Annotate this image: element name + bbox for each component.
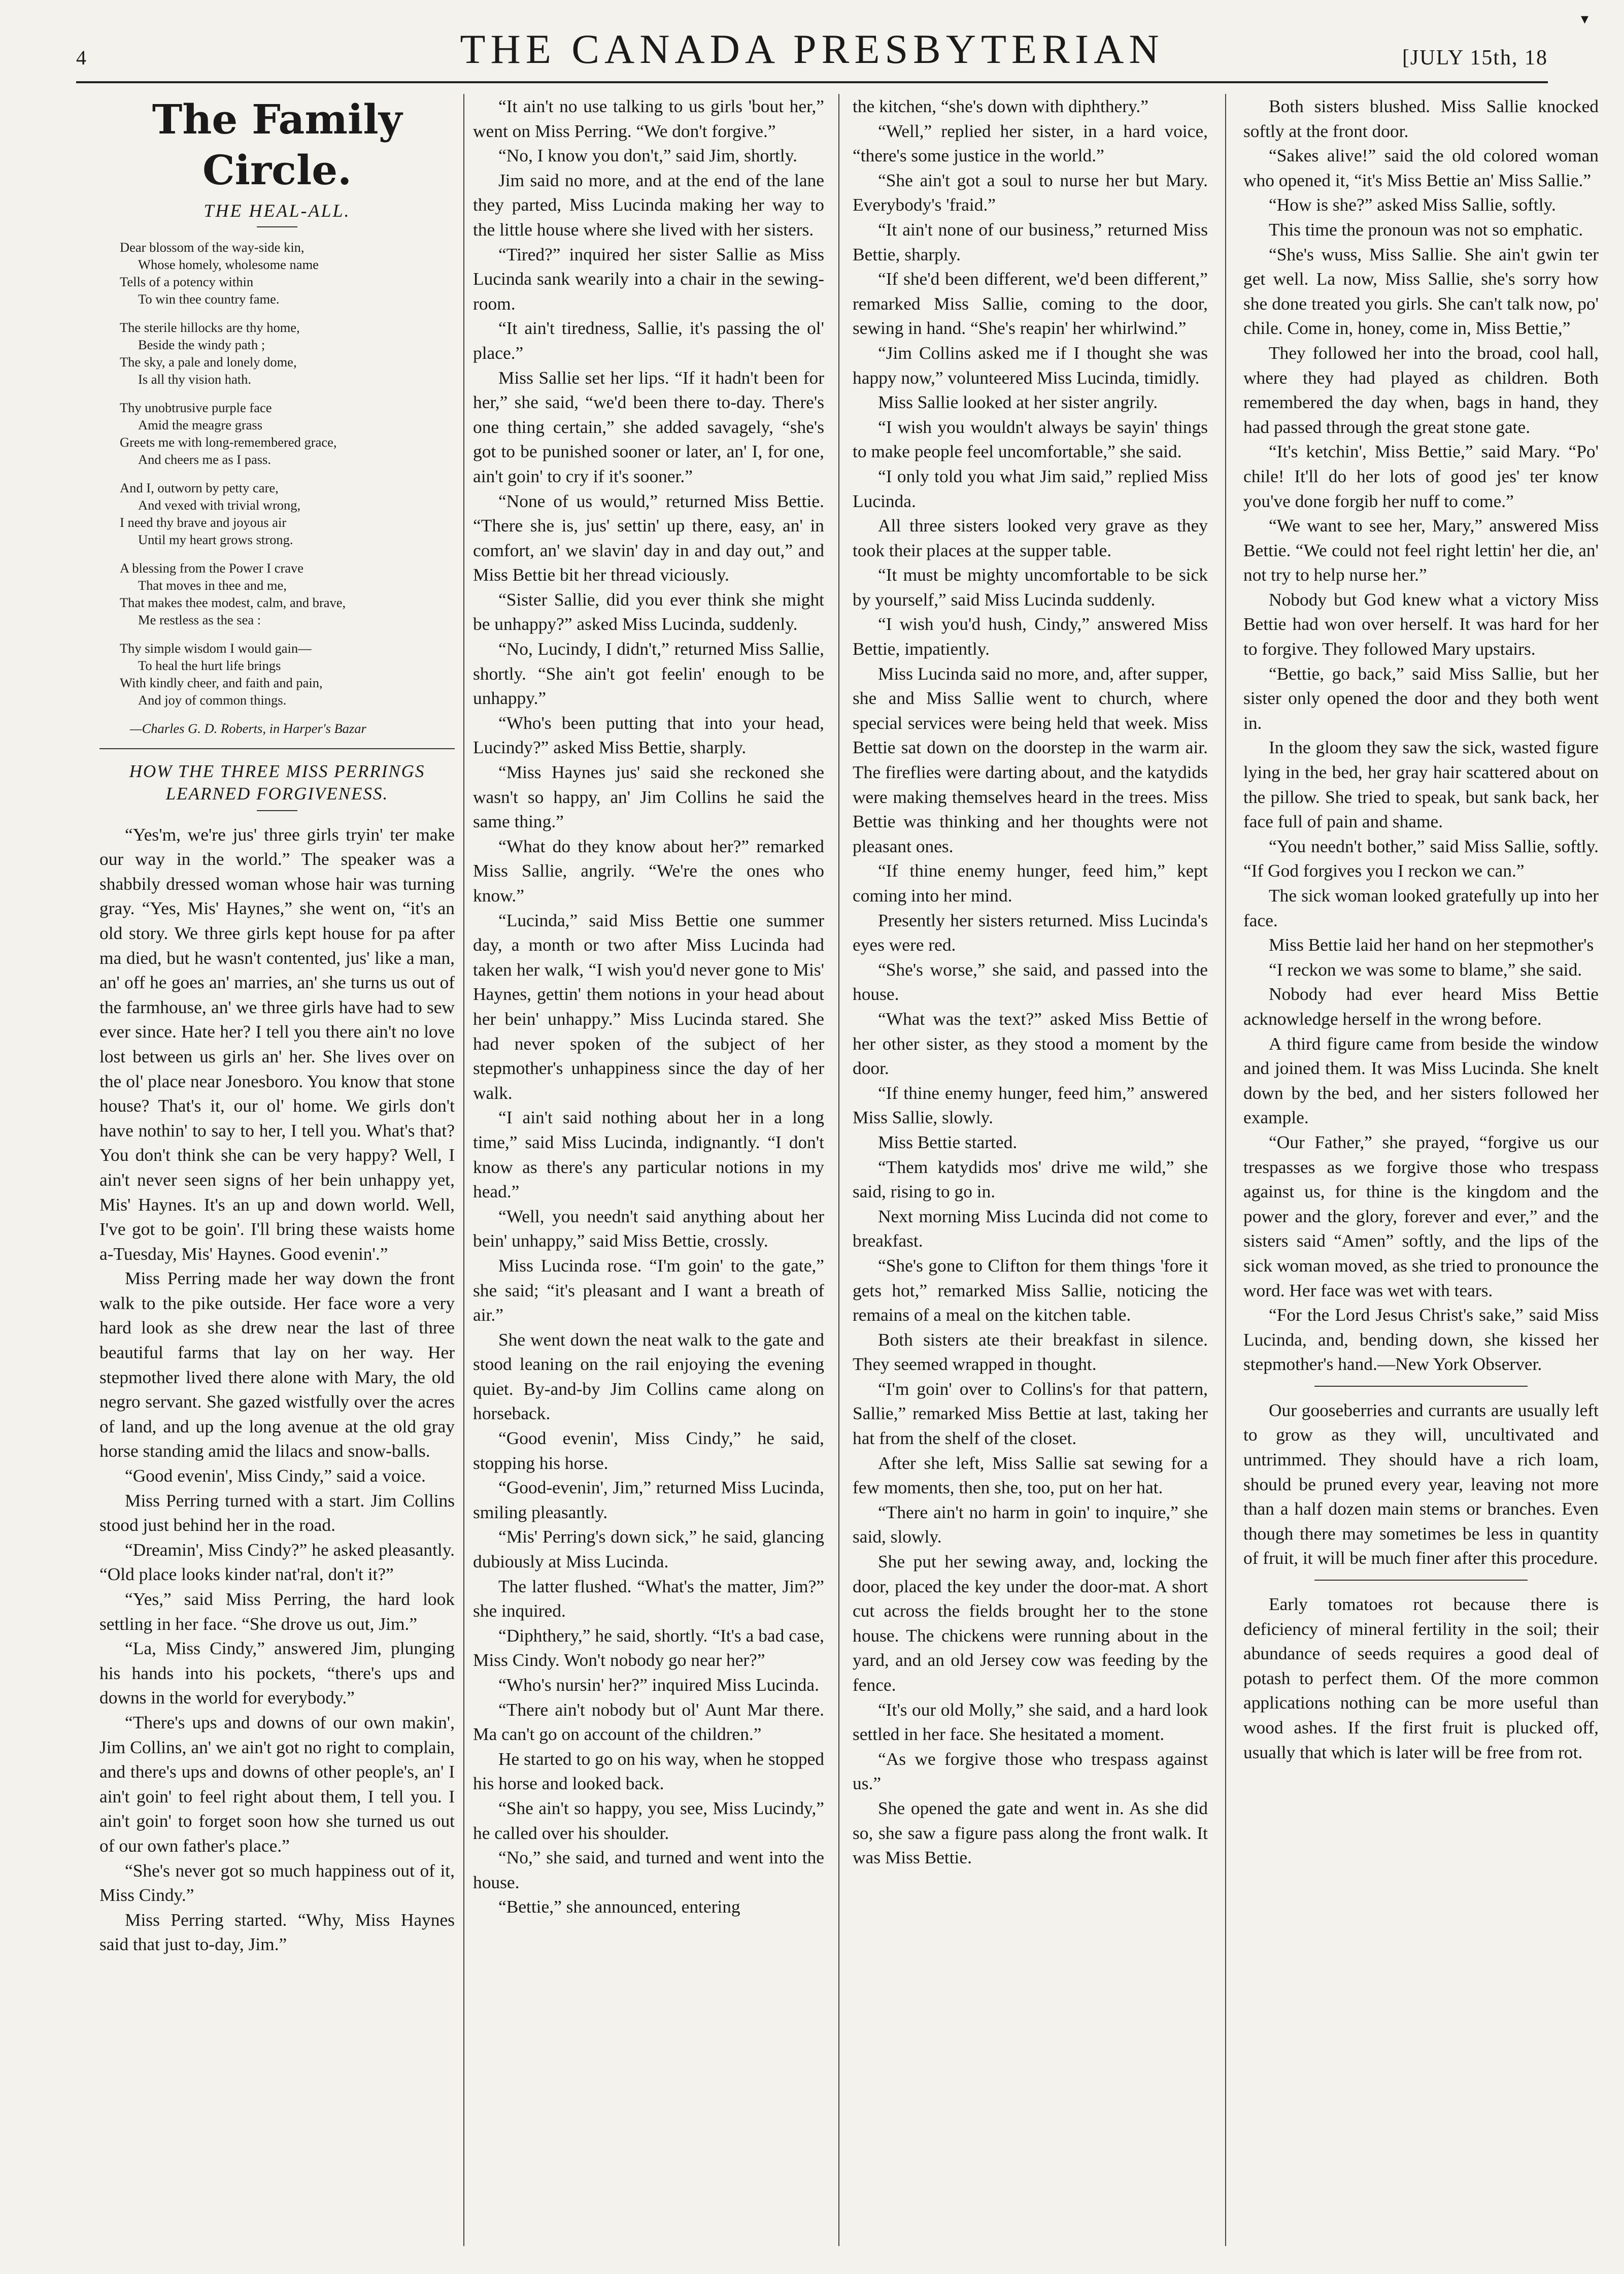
poem-line: Me restless as the sea : — [138, 612, 261, 627]
paragraph: “She's wuss, Miss Sallie. She ain't gwin ter get well. La now, Miss Sallie, she's sorry how she done treated you girls. She can't talk now, po' chile. Come in, honey, come in, Miss Bettie,” — [1243, 244, 1599, 339]
paragraph: Miss Sallie looked at her sister angrily. — [878, 392, 1158, 413]
poem-stanza — [120, 319, 455, 388]
paragraph: “If she'd been different, we'd been different,” remarked Miss Sallie, coming to the door, sewing in hand. “She's reapin' her whirlwind.” — [853, 269, 1208, 339]
divider — [1314, 1580, 1528, 1581]
poem-line: And vexed with trivial wrong, — [138, 497, 301, 513]
page-number: 4 — [76, 46, 86, 69]
paragraph: “What do they know about her?” remarked Miss Sallie, angrily. “We're the ones who know.” — [473, 835, 824, 906]
paragraph: “Well,” replied her sister, in a hard voice, “there's some justice in the world.” — [853, 120, 1208, 166]
paragraph: the kitchen, “she's down with diphthery.” — [853, 96, 1148, 116]
story-text — [99, 822, 455, 1957]
paragraph: “Well, you needn't said anything about her bein' unhappy,” said Miss Bettie, crossly. — [473, 1206, 824, 1251]
paragraph: In the gloom they saw the sick, wasted figure lying in the bed, her gray hair scattered about on the pillow. She tried to speak, but sank back, her face full of pain and shame. — [1243, 737, 1599, 832]
paragraph: Presently her sisters returned. Miss Lucinda's eyes were red. — [853, 910, 1208, 955]
paragraph: The latter flushed. “What's the matter, Jim?” she inquired. — [473, 1576, 824, 1621]
paragraph: “No, I know you don't,” said Jim, shortly. — [498, 145, 797, 166]
paragraph: Miss Sallie set her lips. “If it hadn't been for her,” she said, “we'd been there to-day. There's one thing certain,” she added savagely, “she's got to be punished sooner or later, an' I, for one, ain't goin' to cry if it's sooner.” — [473, 367, 824, 486]
paragraph: “It's our old Molly,” she said, and a hard look settled in her face. She hesitated a moment. — [853, 1699, 1208, 1745]
paragraph: “Them katydids mos' drive me wild,” she said, rising to go in. — [853, 1156, 1208, 1202]
poem-stanza — [120, 559, 455, 628]
paragraph: “What was the text?” asked Miss Bettie of her other sister, as they stood a moment by the door. — [853, 1008, 1208, 1079]
story-text — [473, 94, 824, 1919]
paragraph: Miss Bettie started. — [878, 1131, 1018, 1152]
column-2 — [473, 94, 824, 2246]
paragraph: This time the pronoun was not so emphatic. — [1269, 219, 1583, 240]
paragraph: “Jim Collins asked me if I thought she was happy now,” volunteered Miss Lucinda, timidly. — [853, 342, 1208, 388]
newspaper-title: THE CANADA PRESBYTERIAN — [460, 26, 1164, 72]
paragraph: “If thine enemy hunger, feed him,” answered Miss Sallie, slowly. — [853, 1082, 1208, 1128]
column-3 — [853, 94, 1208, 2246]
paragraph: “I wish you'd hush, Cindy,” answered Miss Bettie, impatiently. — [853, 614, 1208, 659]
paragraph: “She's gone to Clifton for them things 'fore it gets hot,” remarked Miss Sallie, noticing the remains of a meal on the kitchen table. — [853, 1255, 1208, 1325]
paragraph: “La, Miss Cindy,” answered Jim, plunging his hands into his pockets, “there's ups and downs in the world for everybody.” — [99, 1638, 455, 1708]
paragraph: “There's ups and downs of our own makin', Jim Collins, an' we ain't got no right to complain, and there's ups and downs of other people's, an' I ain't goin' to feel right about them, I tell you. I ain't goin' to forget soon how she turned us out of our own father's place.” — [99, 1712, 455, 1856]
poem-line: Thy simple wisdom I would gain— — [120, 640, 312, 656]
paragraph: Miss Perring made her way down the front walk to the pike outside. Her face wore a very hard look as she drew near the last of three beautiful farms that lay on her way. Her stepmother lived there alone with Mary, the old negro servant. She gazed wistfully over the acres of land, and up the long avenue at the old gray horse standing amid the lilacs and snow-balls. — [99, 1268, 455, 1461]
paragraph: Nobody had ever heard Miss Bettie acknowledge herself in the wrong before. — [1243, 984, 1599, 1029]
divider — [1314, 1386, 1528, 1387]
paragraph: “We want to see her, Mary,” answered Miss Bettie. “We could not feel right lettin' her die, an' not try to help nurse her.” — [1243, 515, 1599, 585]
paragraph: Both sisters blushed. Miss Sallie knocked softly at the front door. — [1243, 96, 1599, 141]
poem-line: Amid the meagre grass — [138, 417, 263, 432]
paragraph: “Our Father,” she prayed, “forgive us our trespasses as we forgive those who trespass against us, for thine is the kingdom and the power and the glory, forever and ever,” and the sisters said “Amen” softly, and the lips of the sick woman moved, as she tried to pronounce the word. Her face was wet with tears. — [1243, 1131, 1599, 1300]
poem-line: And I, outworn by petty care, — [120, 480, 279, 495]
paragraph: “No, Lucindy, I didn't,” returned Miss Sallie, shortly. “She ain't got feelin' enough to be unhappy.” — [473, 639, 824, 709]
paragraph: “You needn't bother,” said Miss Sallie, softly. “If God forgives you I reckon we can.” — [1243, 835, 1599, 881]
paragraph: “If thine enemy hunger, feed him,” kept coming into her mind. — [853, 860, 1208, 906]
story-title-line: LEARNED FORGIVENESS. — [165, 783, 389, 804]
poem-line: Dear blossom of the way-side kin, — [120, 239, 304, 255]
poem-line: I need thy brave and joyous air — [120, 514, 287, 530]
paragraph: They followed her into the broad, cool hall, where they had played as children. Both remembered the day when, bags in hand, they had passed through the great stone gate. — [1243, 342, 1599, 437]
paragraph: “Sakes alive!” said the old colored woman who opened it, “it's Miss Bettie an' Miss Sallie.” — [1243, 145, 1599, 190]
paragraph: “Who's nursin' her?” inquired Miss Lucinda. — [498, 1675, 819, 1695]
poem-line: The sterile hillocks are thy home, — [120, 319, 300, 335]
paragraph: “I ain't said nothing about her in a long time,” said Miss Lucinda, indignantly. “I don't know as there's any particular notions in my head.” — [473, 1107, 824, 1202]
poem-line: The sky, a pale and lonely dome, — [120, 354, 297, 370]
paragraph: “Mis' Perring's down sick,” he said, glancing dubiously at Miss Lucinda. — [473, 1526, 824, 1572]
paragraph: “There ain't nobody but ol' Aunt Mar there. Ma can't go on account of the children.” — [473, 1699, 824, 1745]
paragraph: “Yes,” said Miss Perring, the hard look settling in her face. “She drove us out, Jim.” — [99, 1589, 455, 1634]
paragraph: “I reckon we was some to blame,” she said. — [1269, 959, 1582, 980]
paragraph: “I only told you what Jim said,” replied Miss Lucinda. — [853, 465, 1208, 511]
paragraph: “She ain't so happy, you see, Miss Lucindy,” he called over his shoulder. — [473, 1797, 824, 1843]
paragraph: Jim said no more, and at the end of the lane they parted, Miss Lucinda making her way to the little house where she lived with her sisters. — [473, 170, 824, 240]
paragraph: “None of us would,” returned Miss Bettie. “There she is, jus' settin' up there, easy, an' in comfort, an' we slavin' day in and day out,” and Miss Bettie bit her thread viciously. — [473, 490, 824, 585]
paragraph: “It ain't tiredness, Sallie, it's passing the ol' place.” — [473, 318, 824, 363]
paragraph: “Sister Sallie, did you ever think she might be unhappy?” asked Miss Lucinda, suddenly. — [473, 589, 824, 634]
poem-line: Beside the windy path ; — [138, 337, 265, 352]
gardening-note: Early tomatoes rot because there is deficiency of mineral fertility in the soil; their abundance of seeds requires a good deal of potash to perfect them. Of the more common applications nothing can be more useful than wood ashes. If the first fruit is plucked off, usually that which is later will be free from rot. — [1243, 1594, 1599, 1762]
poem-title: THE HEAL-ALL. — [204, 200, 351, 221]
poem-line: With kindly cheer, and faith and pain, — [120, 675, 323, 690]
column-1 — [99, 94, 455, 2246]
story-text — [1243, 94, 1599, 1377]
column-rule — [1225, 94, 1226, 2246]
column-rule — [463, 94, 464, 2246]
paragraph: “It ain't none of our business,” returned Miss Bettie, sharply. — [853, 219, 1208, 264]
poem-line: To heal the hurt life brings — [138, 657, 281, 673]
poem-stanza — [120, 640, 455, 709]
paragraph: All three sisters looked very grave as they took their places at the supper table. — [853, 515, 1208, 560]
paragraph: “It must be mighty uncomfortable to be sick by yourself,” said Miss Lucinda suddenly. — [853, 564, 1208, 610]
story-text — [853, 94, 1208, 1870]
paragraph: “Tired?” inquired her sister Sallie as Miss Lucinda sank wearily into a chair in the sewing-room. — [473, 244, 824, 314]
poem-line: And cheers me as I pass. — [138, 451, 271, 467]
poem-line: Until my heart grows strong. — [138, 531, 293, 547]
paragraph: He started to go on his way, when he stopped his horse and looked back. — [473, 1748, 824, 1794]
paragraph: The sick woman looked gratefully up into her face. — [1243, 885, 1599, 930]
poem-attribution: —Charles G. D. Roberts, in Harper's Bazar — [130, 720, 366, 736]
issue-date: [JULY 15th, 18 — [1402, 46, 1548, 70]
poem-line: Is all thy vision hath. — [138, 371, 252, 387]
paragraph: Next morning Miss Lucinda did not come to breakfast. — [853, 1206, 1208, 1251]
paragraph: “Good-evenin', Jim,” returned Miss Lucinda, smiling pleasantly. — [473, 1477, 824, 1522]
paragraph: Both sisters ate their breakfast in silence. They seemed wrapped in thought. — [853, 1329, 1208, 1375]
poem-line: Whose homely, wholesome name — [138, 256, 319, 272]
paragraph: Miss Bettie laid her hand on her stepmother's — [1269, 934, 1594, 955]
paragraph: “Lucinda,” said Miss Bettie one summer day, a month or two after Miss Lucinda had taken her walk, “I wish you'd never gone to Mis' Haynes, gettin' them notions in your head about her bein' unhappy.” Miss Lucinda stared. She had never spoken of the subject of her stepmother's unhappiness since the day of her walk. — [473, 910, 824, 1103]
paragraph: “I'm goin' over to Collins's for that pattern, Sallie,” remarked Miss Bettie at last, taking her hat from the shelf of the closet. — [853, 1378, 1208, 1449]
paragraph: “No,” she said, and turned and went into the house. — [473, 1847, 824, 1892]
paragraph: “Good evenin', Miss Cindy,” said a voice. — [125, 1465, 426, 1486]
story-title-line: HOW THE THREE MISS PERRINGS — [129, 761, 425, 781]
poem-line: Thy unobtrusive purple face — [120, 399, 272, 415]
paragraph: Miss Lucinda rose. “I'm goin' to the gate,” she said; “it's pleasant and I want a breath of air.” — [473, 1255, 824, 1325]
poem-stanza — [120, 239, 455, 308]
paragraph: “Dreamin', Miss Cindy?” he asked pleasantly. “Old place looks kinder nat'ral, don't it?” — [99, 1539, 455, 1585]
paragraph: She went down the neat walk to the gate and stood leaning on the rail enjoying the evening quiet. By-and-by Jim Collins came along on horseback. — [473, 1329, 824, 1424]
paragraph: She put her sewing away, and, locking the door, placed the key under the door-mat. A short cut across the fields brought her to the stone house. The chickens were running about in the yard, and an old Jersey cow was feeding by the fence. — [853, 1551, 1208, 1695]
paragraph: “For the Lord Jesus Christ's sake,” said Miss Lucinda, and, bending down, she kissed her stepmother's hand.—New York Observer. — [1243, 1305, 1599, 1375]
paragraph: “She's never got so much happiness out of it, Miss Cindy.” — [99, 1860, 455, 1905]
paragraph: Nobody but God knew what a victory Miss Bettie had won over herself. It was hard for her to forgive. They followed Mary upstairs. — [1243, 589, 1599, 659]
paragraph: “She ain't got a soul to nurse her but Mary. Everybody's 'fraid.” — [853, 170, 1208, 215]
paragraph: “Bettie,” she announced, entering — [498, 1896, 740, 1917]
divider — [257, 226, 297, 227]
masthead — [76, 20, 1548, 83]
divider — [99, 748, 455, 749]
poem-line: A blessing from the Power I crave — [120, 560, 304, 576]
divider — [257, 810, 297, 811]
paragraph: Miss Perring started. “Why, Miss Haynes said that just to-day, Jim.” — [99, 1909, 455, 1955]
paragraph: “Miss Haynes jus' said she reckoned she wasn't so happy, an' Jim Collins he said the same thing.” — [473, 762, 824, 832]
corner-mark: ▾ — [1580, 11, 1588, 27]
paragraph: “I wish you wouldn't always be sayin' things to make people feel uncomfortable,” she said. — [853, 416, 1208, 462]
paragraph: “How is she?” asked Miss Sallie, softly. — [1269, 194, 1556, 215]
section-title: The Family Circle. — [152, 95, 402, 194]
paragraph: Miss Perring turned with a start. Jim Collins stood just behind her in the road. — [99, 1490, 455, 1535]
paragraph: “It's ketchin', Miss Bettie,” said Mary. “Po' chile! It'll do her lots of good jes' ter know you've done forgib her nuff to come.” — [1243, 441, 1599, 511]
poem-stanza — [120, 399, 455, 468]
poem-stanza — [120, 479, 455, 548]
story-title — [99, 760, 455, 805]
paragraph: “It ain't no use talking to us girls 'bout her,” went on Miss Perring. “We don't forgive.” — [473, 96, 824, 141]
paragraph: “Bettie, go back,” said Miss Sallie, but her sister only opened the door and they both went in. — [1243, 663, 1599, 733]
poem-line: Tells of a potency within — [120, 274, 254, 289]
poem-line: That makes thee modest, calm, and brave, — [120, 594, 346, 610]
paragraph: Miss Lucinda said no more, and, after supper, she and Miss Sallie went to church, where special services were being held that week. Miss Bettie sat down on the doorstep in the warm air. The fireflies were darting about, and the katydids were making themselves heard in the trees. Miss Bettie was thinking and her thoughts were not pleasant ones. — [853, 663, 1208, 856]
poem-line: To win thee country fame. — [138, 291, 280, 307]
poem-line: That moves in thee and me, — [138, 577, 287, 593]
gardening-note: Our gooseberries and currants are usually left to grow as they will, uncultivated and untrimmed. They should have a rich loam, should be pruned every year, leaving not more than a half dozen main stems or branches. Even though there may sometimes be less in quantity of fruit, it will be much finer after this procedure. — [1243, 1399, 1599, 1568]
paragraph: “Yes'm, we're jus' three girls tryin' ter make our way in the world.” The speaker was a shabbily dressed woman whose hair was turning gray. “Yes, Mis' Haynes,” she went on, “it's an old story. We three girls kept house for pa after ma died, but he wasn't contented, jus' like a man, an' off he goes an' marries, an' she turns us out of the farmhouse, an' we three girls have had to sew ever since. Hate her? I tell you there ain't no love lost between us girls an' her. She lives over on the ol' place near Jonesboro. You know that stone house? That's it, our ol' home. We girls don't have nothin' to say to her, I tell you. What's that? You don't think she can be very happy? Well, I ain't never seen signs of her bein unhappy yet, Mis' Haynes. It's an up and down world. Well, I've got to be goin'. I'll bring these waists home a-Tuesday, Mis' Haynes. Good evenin'.” — [99, 824, 455, 1264]
paragraph: After she left, Miss Sallie sat sewing for a few moments, then she, too, put on her hat. — [853, 1452, 1208, 1498]
column-rule — [838, 94, 839, 2246]
paragraph: “Who's been putting that into your head, Lucindy?” asked Miss Bettie, sharply. — [473, 712, 824, 758]
poem-line: Greets me with long-remembered grace, — [120, 434, 337, 450]
poem-line: And joy of common things. — [138, 692, 287, 708]
column-4 — [1243, 94, 1599, 2246]
paragraph: “As we forgive those who trespass against us.” — [853, 1748, 1208, 1794]
paragraph: “Diphthery,” he said, shortly. “It's a bad case, Miss Cindy. Won't nobody go near her?” — [473, 1625, 824, 1670]
paragraph: She opened the gate and went in. As she did so, she saw a figure pass along the front walk. It was Miss Bettie. — [853, 1797, 1208, 1868]
poem — [120, 239, 455, 709]
paragraph: “She's worse,” she said, and passed into the house. — [853, 959, 1208, 1005]
paragraph: “Good evenin', Miss Cindy,” he said, stopping his horse. — [473, 1428, 824, 1473]
paragraph: “There ain't no harm in goin' to inquire,” she said, slowly. — [853, 1501, 1208, 1547]
paragraph: A third figure came from beside the window and joined them. It was Miss Lucinda. She knelt down by the bed, and her sisters followed her example. — [1243, 1033, 1599, 1128]
